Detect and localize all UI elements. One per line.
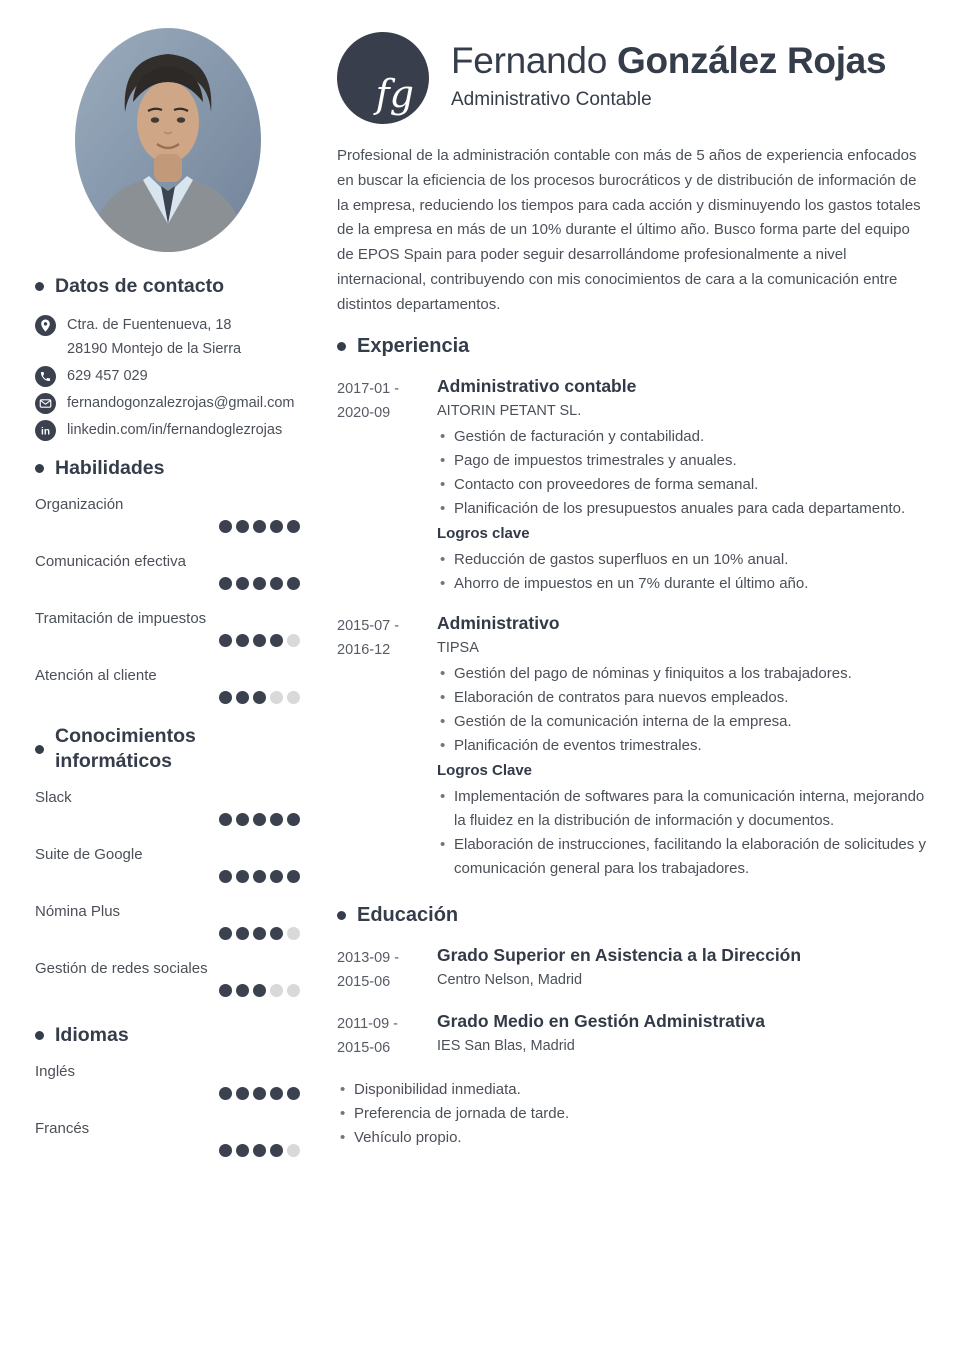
portrait-image (75, 28, 261, 252)
skill-label: Francés (35, 1120, 90, 1137)
bullet-item: • Gestión de la comunicación interna de la empresa. (437, 710, 930, 734)
rating-dot-filled (219, 520, 232, 533)
skill-label: Gestión de redes sociales (35, 960, 208, 977)
bullet-item: • Vehículo propio. (337, 1126, 930, 1150)
rating-dot-filled (270, 927, 283, 940)
job-duty-list (437, 662, 930, 758)
bullet-item: • Planificación de eventos trimestrales. (437, 734, 930, 758)
profile-summary: Profesional de la administración contable con más de 5 años de experiencia enfocados en buscar la eficiencia de los procesos burocráticos y de distribución de información de la empresa, reduciendo los tiempos para cada acción y disminuyendo los gastos totales de la empresa en más de un 10% durante el último año. Busco forma parte del equipo de EPOS Spain para poder seguir desarrollándome profesionalmente a nivel internacional, contribuyendo con mis conocimientos de cara a la comunicación entre distintos departamentos. (337, 147, 921, 313)
education-entry-1 (337, 943, 930, 994)
experience-entry-2 (337, 611, 930, 881)
date-end: 2020-09 (337, 404, 391, 421)
bullet-item: • Implementación de softwares para la comunicación interna, mejorando la fluidez en la distribución de información y documentos. (437, 785, 930, 833)
skill-label: Organización (35, 496, 124, 513)
achievements-label: Logros Clave (437, 761, 533, 779)
rating-dot-empty (270, 691, 283, 704)
rating-dot-filled (270, 634, 283, 647)
address-line-1: Ctra. de Fuentenueva, 18 (67, 317, 232, 333)
experience-dates (337, 611, 437, 881)
company-name: TIPSA (437, 639, 479, 656)
rating-dot-filled (270, 577, 283, 590)
rating-dot-filled (253, 1144, 266, 1157)
job-achievement-list (437, 785, 930, 881)
experience-body (437, 374, 930, 596)
rating-dot-filled (236, 984, 249, 997)
rating-dot-filled (219, 1144, 232, 1157)
rating-dot-filled (253, 520, 266, 533)
name-block (451, 32, 886, 124)
skill-item (35, 1119, 300, 1157)
rating-dot-filled (236, 813, 249, 826)
rating-dot-filled (253, 1087, 266, 1100)
experience-section-title (337, 334, 930, 359)
skills-section-label: Habilidades (55, 457, 165, 479)
email-address[interactable]: fernandogonzalezrojas@gmail.com (67, 395, 295, 411)
svg-text:in: in (41, 426, 50, 438)
skill-rating-dots (35, 813, 300, 826)
rating-dot-filled (270, 520, 283, 533)
profile-photo (75, 28, 261, 252)
location-icon (35, 315, 56, 336)
skill-label: Comunicación efectiva (35, 553, 186, 570)
bullet-item: • Ahorro de impuestos en un 7% durante el último año. (437, 572, 930, 596)
skill-rating-dots (35, 577, 300, 590)
rating-dot-filled (219, 1087, 232, 1100)
rating-dot-filled (287, 1087, 300, 1100)
bullet-item: • Pago de impuestos trimestrales y anuales. (437, 449, 930, 473)
rating-dot-filled (219, 813, 232, 826)
software-list (35, 788, 300, 997)
languages-section-title (35, 1023, 300, 1048)
job-title: Administrativo Contable (451, 89, 652, 110)
school-name: IES San Blas, Madrid (437, 1037, 575, 1054)
skill-rating-dots (35, 870, 300, 883)
degree-title: Grado Medio en Gestión Administrativa (437, 1010, 766, 1031)
rating-dot-filled (253, 813, 266, 826)
rating-dot-filled (253, 634, 266, 647)
contact-section-label: Datos de contacto (55, 275, 225, 297)
rating-dot-empty (270, 984, 283, 997)
experience-body (437, 611, 930, 881)
person-name (451, 40, 886, 82)
skill-rating-dots (35, 984, 300, 997)
rating-dot-empty (287, 1144, 300, 1157)
languages-list (35, 1062, 300, 1157)
rating-dot-filled (287, 577, 300, 590)
contact-item-address (35, 313, 300, 361)
skill-rating-dots (35, 634, 300, 647)
rating-dot-filled (236, 870, 249, 883)
skill-item (35, 552, 300, 590)
rating-dot-filled (270, 813, 283, 826)
rating-dot-empty (287, 634, 300, 647)
skill-item (35, 609, 300, 647)
contact-item-email[interactable] (35, 391, 300, 415)
last-name: González Rojas (616, 40, 887, 81)
job-position-title: Administrativo (437, 612, 560, 633)
education-dates (337, 1009, 437, 1060)
date-end: 2015-06 (337, 973, 391, 990)
rating-dot-filled (253, 927, 266, 940)
school-name: Centro Nelson, Madrid (437, 971, 583, 988)
linkedin-icon (35, 420, 56, 441)
education-section-title (337, 903, 930, 928)
bullet-item: • Reducción de gastos superfluos en un 10% anual. (437, 548, 930, 572)
date-start: 2015-07 - (337, 617, 400, 634)
achievements-label: Logros clave (437, 524, 530, 542)
main-column (337, 0, 930, 1150)
languages-section-label: Idiomas (55, 1024, 129, 1046)
bullet-item: • Elaboración de contratos para nuevos empleados. (437, 686, 930, 710)
address-line-2: 28190 Montejo de la Sierra (67, 341, 242, 357)
contact-item-phone (35, 364, 300, 388)
bullet-item: • Gestión de facturación y contabilidad. (437, 425, 930, 449)
degree-title: Grado Superior en Asistencia a la Dirección (437, 944, 802, 965)
skill-item (35, 845, 300, 883)
extra-info-list (337, 1078, 930, 1150)
software-section-label: Conocimientos informáticos (55, 725, 196, 772)
date-start: 2017-01 - (337, 380, 400, 397)
contact-list (35, 313, 300, 442)
skill-item (35, 788, 300, 826)
monogram-badge: fg (337, 32, 429, 124)
bullet-item: • Planificación de los presupuestos anuales para cada departamento. (437, 497, 930, 521)
rating-dot-filled (236, 634, 249, 647)
first-name: Fernando (451, 40, 607, 81)
sidebar (35, 0, 300, 1176)
date-end: 2016-12 (337, 641, 391, 658)
skill-item (35, 1062, 300, 1100)
skills-list (35, 495, 300, 704)
rating-dot-filled (236, 577, 249, 590)
rating-dot-filled (219, 927, 232, 940)
skill-label: Suite de Google (35, 846, 143, 863)
job-achievement-list (437, 548, 930, 596)
experience-section-label: Experiencia (357, 334, 470, 357)
rating-dot-filled (253, 577, 266, 590)
date-start: 2013-09 - (337, 949, 400, 966)
education-dates (337, 943, 437, 994)
skill-label: Inglés (35, 1063, 76, 1080)
rating-dot-filled (270, 870, 283, 883)
date-end: 2015-06 (337, 1039, 391, 1056)
bullet-item: • Contacto con proveedores de forma semanal. (437, 473, 930, 497)
job-duty-list (437, 425, 930, 521)
education-body (437, 943, 930, 994)
education-entry-2 (337, 1009, 930, 1060)
education-body (437, 1009, 930, 1060)
bullet-item: • Gestión del pago de nóminas y finiquitos a los trabajadores. (437, 662, 930, 686)
rating-dot-filled (270, 1087, 283, 1100)
company-name: AITORIN PETANT SL. (437, 402, 582, 419)
skill-rating-dots (35, 691, 300, 704)
rating-dot-filled (287, 520, 300, 533)
skill-item (35, 902, 300, 940)
skills-section-title (35, 456, 300, 481)
rating-dot-filled (253, 691, 266, 704)
rating-dot-filled (236, 1144, 249, 1157)
rating-dot-filled (219, 634, 232, 647)
education-section-label: Educación (357, 903, 459, 926)
skill-rating-dots (35, 1144, 300, 1157)
rating-dot-filled (253, 984, 266, 997)
cv-header (337, 32, 930, 124)
rating-dot-filled (236, 927, 249, 940)
skill-rating-dots (35, 927, 300, 940)
bullet-item: • Disponibilidad inmediata. (337, 1078, 930, 1102)
skill-item (35, 666, 300, 704)
job-position-title: Administrativo contable (437, 375, 637, 396)
rating-dot-filled (287, 870, 300, 883)
rating-dot-filled (236, 520, 249, 533)
skill-label: Slack (35, 789, 72, 806)
skill-rating-dots (35, 1087, 300, 1100)
rating-dot-filled (219, 870, 232, 883)
skill-label: Nómina Plus (35, 903, 121, 920)
skill-label: Atención al cliente (35, 667, 157, 684)
linkedin-url[interactable]: linkedin.com/in/fernandoglezrojas (67, 422, 283, 438)
rating-dot-filled (236, 1087, 249, 1100)
bullet-item: • Elaboración de instrucciones, facilitando la elaboración de solicitudes y comunicación general para los trabajadores. (437, 833, 930, 881)
phone-icon (35, 366, 56, 387)
rating-dot-empty (287, 984, 300, 997)
phone-number: 629 457 029 (67, 368, 148, 384)
rating-dot-empty (287, 927, 300, 940)
rating-dot-empty (287, 691, 300, 704)
bullet-item: • Preferencia de jornada de tarde. (337, 1102, 930, 1126)
rating-dot-filled (219, 577, 232, 590)
rating-dot-filled (236, 691, 249, 704)
experience-entry-1 (337, 374, 930, 596)
date-start: 2011-09 - (337, 1015, 398, 1032)
skill-item (35, 959, 300, 997)
contact-section-title (35, 274, 300, 299)
rating-dot-filled (219, 691, 232, 704)
contact-item-linkedin[interactable] (35, 418, 300, 442)
rating-dot-filled (219, 984, 232, 997)
rating-dot-filled (287, 813, 300, 826)
skill-label: Tramitación de impuestos (35, 610, 207, 627)
rating-dot-filled (270, 1144, 283, 1157)
rating-dot-filled (253, 870, 266, 883)
skill-rating-dots (35, 520, 300, 533)
email-icon (35, 393, 56, 414)
skill-item (35, 495, 300, 533)
experience-dates (337, 374, 437, 596)
software-section-title (35, 724, 300, 774)
